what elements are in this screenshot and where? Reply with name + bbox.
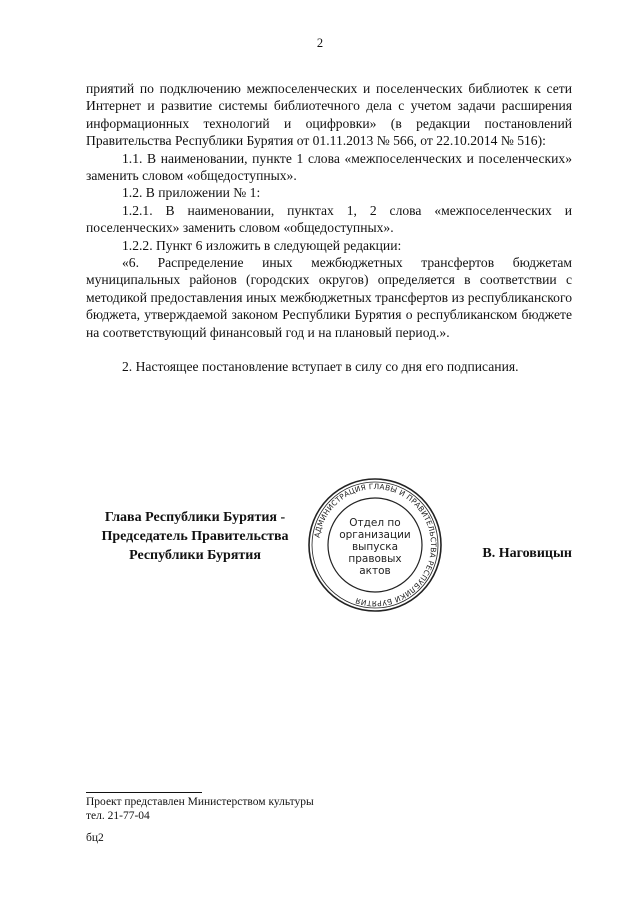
- signature-title-block: [60, 508, 330, 565]
- footnote-line-2: тел. 21-77-04: [86, 809, 150, 822]
- signer-name: В. Наговицын: [482, 546, 572, 561]
- seal-center-line-5: актов: [359, 565, 391, 577]
- seal-center-line-3: выпуска: [351, 541, 399, 553]
- seal-ring-text: АДМИНИСТРАЦИЯ ГЛАВЫ И ПРАВИТЕЛЬСТВА РЕСПУБЛИКИ БУРЯТИЯ: [312, 481, 439, 609]
- document-body: [86, 80, 572, 376]
- official-seal-stamp: [306, 476, 444, 614]
- paragraph-continuation: приятий по подключению межпоселенческих и поселенческих библиотек к сети Интернет и развитие системы библиотечного дела с учетом задачи расширения информационных технологий и оцифровки» (в редакции постановлений Правительства Республики Бурятия от 01.11.2013 № 566, от 22.10.2014 № 516):: [86, 81, 572, 149]
- seal-graphic: [306, 476, 444, 614]
- seal-center-line-2: организации: [339, 529, 411, 541]
- footnote-divider: [86, 792, 202, 793]
- paragraph-1-2-2: 1.2.2. Пункт 6 изложить в следующей редакции:: [122, 237, 402, 253]
- seal-center-line-1: Отдел по: [349, 517, 401, 529]
- signature-title-line-3: Республики Бурятия: [129, 548, 261, 563]
- paragraph-2: 2. Настоящее постановление вступает в силу со дня его подписания.: [122, 359, 519, 375]
- paragraph-1-2-1: 1.2.1. В наименовании, пунктах 1, 2 слова «межпоселенческих и поселенческих» заменить словом «общедоступных».: [86, 202, 572, 236]
- signature-title-line-1: Глава Республики Бурятия -: [104, 510, 286, 525]
- footnote-line-1: Проект представлен Министерством культуры: [86, 796, 314, 808]
- page-number: 2: [316, 36, 324, 50]
- signature-title-line-2: Председатель Правительства: [101, 529, 289, 544]
- footnote: [86, 796, 314, 823]
- paragraph-1-1: 1.1. В наименовании, пункте 1 слова «межпоселенческих и поселенческих» заменить словом «общедоступных».: [86, 150, 572, 184]
- paragraph-1-2: 1.2. В приложении № 1:: [122, 185, 261, 201]
- seal-center-line-4: правовых: [348, 553, 402, 565]
- document-code: бц2: [86, 832, 104, 844]
- paragraph-quoted-point-6: «6. Распределение иных межбюджетных трансфертов бюджетам муниципальных районов (городских округов) определяется в соответствии с методикой предоставления иных межбюджетных трансфертов из республиканского бюджета, утверждаемой законом Республики Бурятия о республиканском бюджете на соответствующий финансовый год и на плановый период.».: [86, 255, 572, 340]
